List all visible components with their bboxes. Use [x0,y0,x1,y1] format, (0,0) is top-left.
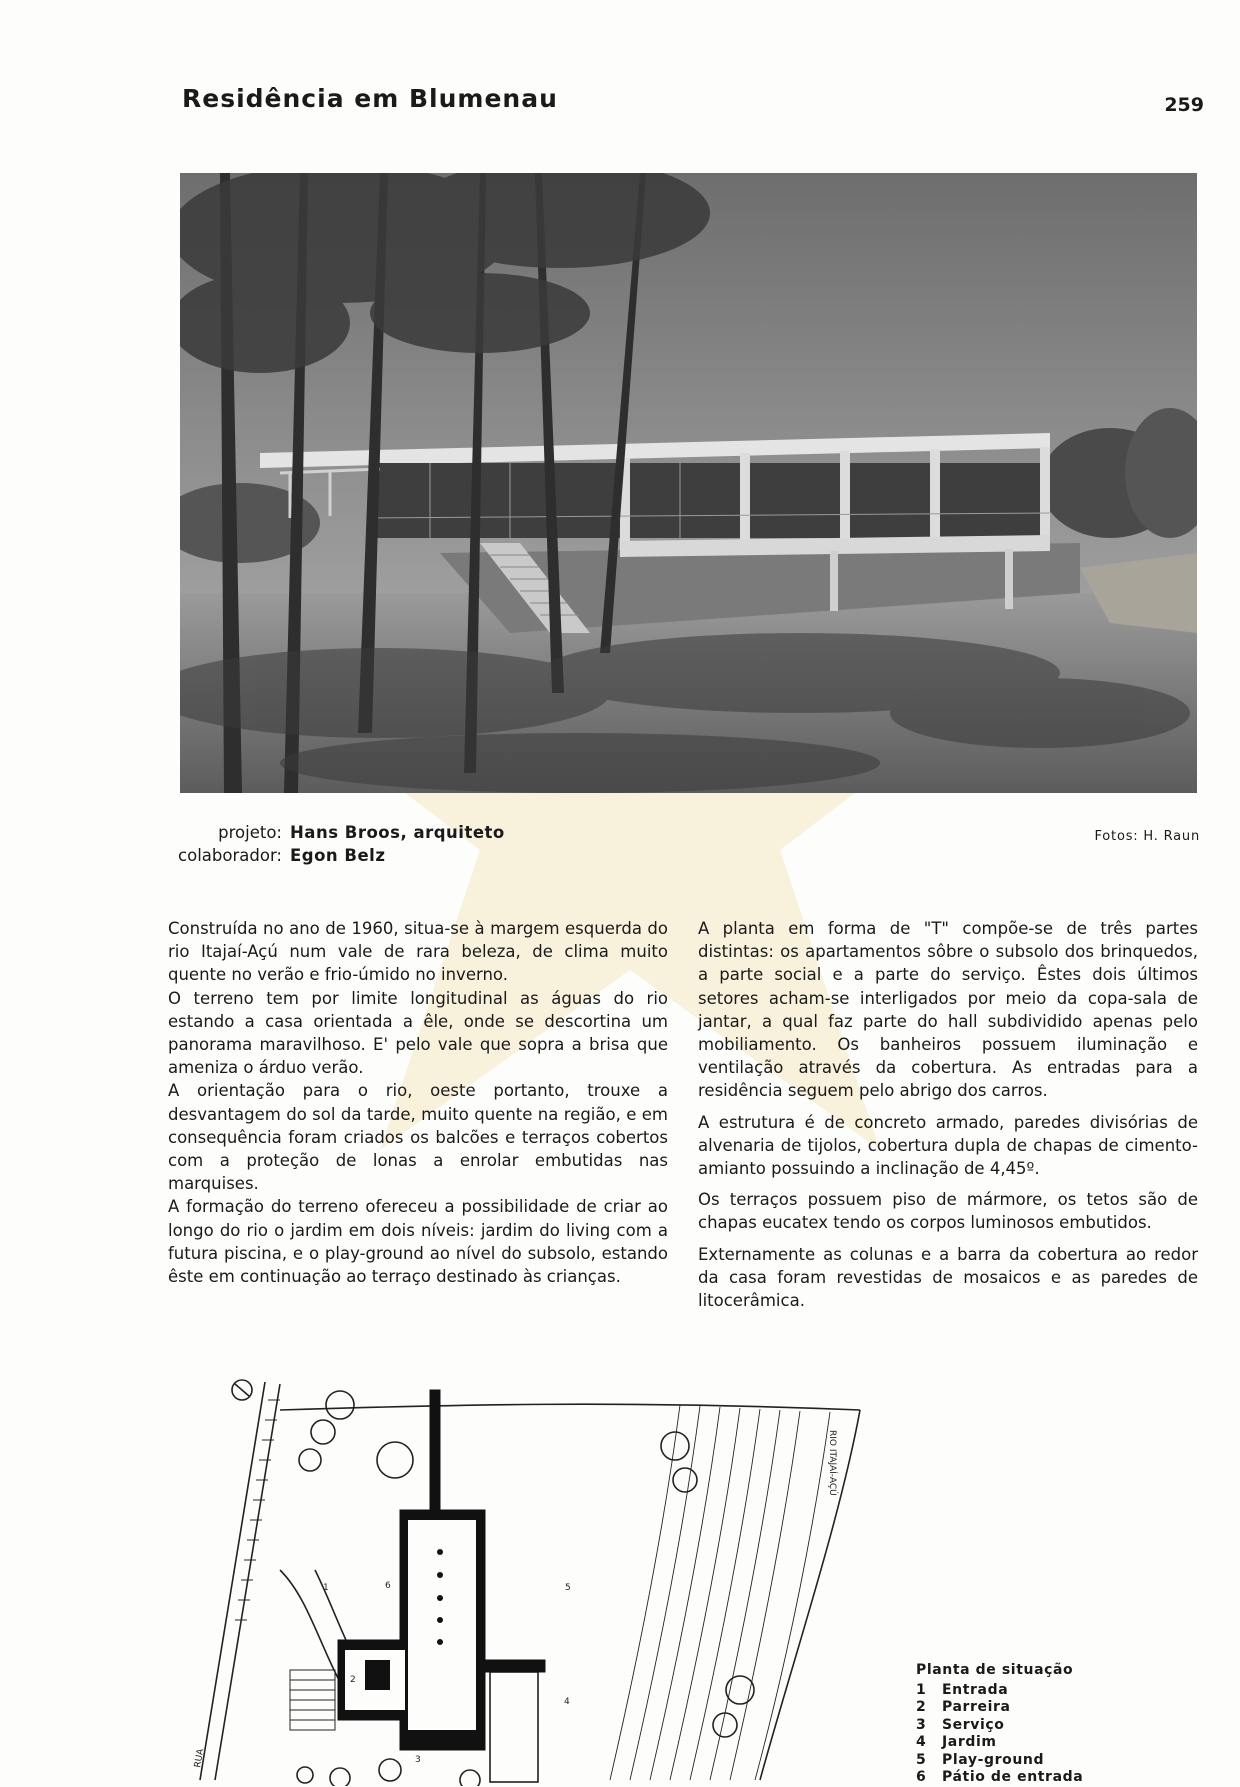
legend-item-label: Parreira [942,1699,1011,1715]
area-number: 4 [564,1697,570,1707]
paragraph: A orientação para o rio, oeste portanto, trouxe a desvantagem do sol da tarde, muito quente na região, e em consequência foram criados os balcões e terraços cobertos com a proteção de lonas a enrolar embutidas nas marquises. [168,1081,668,1194]
area-number: 1 [323,1583,329,1593]
legend-item-label: Entrada [942,1681,1009,1698]
house-photo [180,173,1197,793]
legend-item-label: Pátio de entrada [942,1769,1084,1785]
legend-item-number: 5 [916,1751,927,1768]
paragraph: O terreno tem por limite longitudinal as águas do rio estando a casa orientada a êle, onde se descortina um panorama maravilhoso. E' pelo vale que sopra a brisa que ameniza o árduo verão. [168,988,668,1078]
legend-item [916,1769,1083,1787]
legend-item-number: 4 [916,1734,927,1750]
legend-item-number: 1 [916,1681,927,1698]
site-plan [140,1370,900,1786]
legend-item [916,1699,1083,1717]
page-number: 259 [1164,94,1204,116]
area-number: 6 [385,1581,391,1591]
collaborator-label: colaborador: [178,846,282,865]
area-number: 5 [565,1583,571,1593]
plan-legend [916,1662,1083,1787]
area-number: 3 [415,1755,421,1765]
collaborator-credit [150,844,505,867]
text-column-right [698,917,1198,1312]
legend-item-label: Play-ground [942,1751,1045,1768]
project-label: projeto: [218,823,282,842]
paragraph: Os terraços possuem piso de mármore, os tetos são de chapas eucatex tendo os corpos luminosos embutidos. [698,1190,1198,1233]
area-number: 2 [350,1675,356,1685]
photo-credit: Fotos: H. Raun [1094,829,1200,844]
paragraph: A planta em forma de "T" compõe-se de três partes distintas: os apartamentos sôbre o subsolo dos brinquedos, a parte social e a parte do serviço. Êstes dois últimos setores acham-se interligados por meio da copa-sala de jantar, a qual faz parte do hall subdividido apenas pelo mobiliamento. Os banheiros possuem iluminação e ventilação através da cobertura. As entradas para a residência seguem pelo abrigo dos carros. [698,919,1198,1101]
paragraph: Construída no ano de 1960, situa-se à margem esquerda do rio Itajaí-Açú num vale de rara beleza, de clima muito quente no verão e frio-úmido no inverno. [168,919,668,985]
project-credit [150,821,505,844]
road-label: RUA [193,1748,207,1769]
legend-item-number: 3 [916,1716,927,1733]
legend-item [916,1682,1083,1700]
text-column-left [168,917,668,1288]
legend-item [916,1717,1083,1735]
collaborator-value: Egon Belz [290,846,386,865]
legend-item-label: Jardim [942,1734,997,1750]
paragraph: Externamente as colunas e a barra da cobertura ao redor da casa foram revestidas de mosaicos e as paredes de litocerâmica. [698,1244,1198,1311]
legend-item [916,1752,1083,1770]
river-label: RIO ITAJAÍ-AÇÚ [827,1430,837,1496]
paragraph: A estrutura é de concreto armado, paredes divisórias de alvenaria de tijolos, cobertura dupla de chapas de cimento-amianto possuindo a inclinação de 4,45º. [698,1112,1198,1179]
legend-item-number: 6 [916,1769,927,1785]
legend-heading: Planta de situação [916,1662,1074,1678]
legend-item-number: 2 [916,1699,927,1715]
project-value: Hans Broos, arquiteto [290,823,505,842]
page-title: Residência em Blumenau [182,84,558,113]
paragraph: A formação do terreno ofereceu a possibilidade de criar ao longo do rio o jardim em dois níveis: jardim do living com a futura piscina, e o play-ground ao nível do subsolo, estando êste em continuação ao terraço destinado às crianças. [168,1197,668,1287]
legend-item-label: Serviço [942,1716,1005,1733]
credits-block [150,821,505,867]
legend-item [916,1734,1083,1752]
